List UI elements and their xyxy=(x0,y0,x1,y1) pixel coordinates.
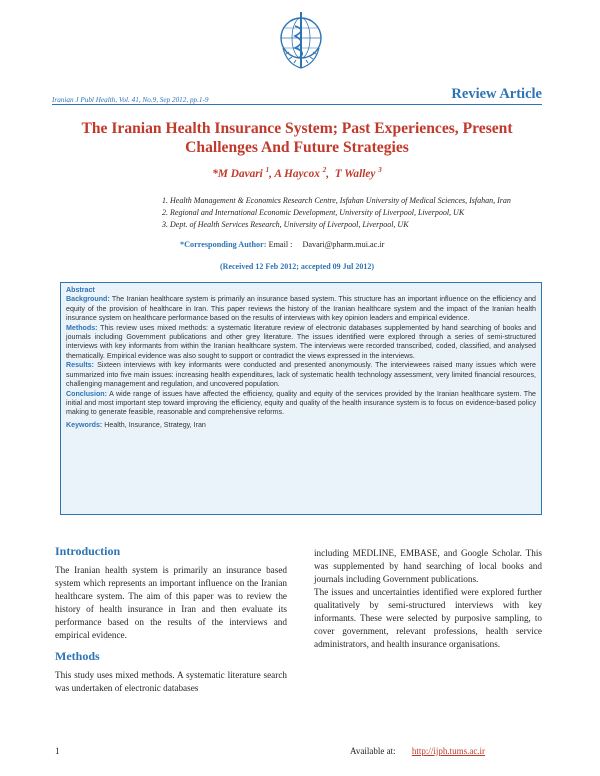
author-affiliation-number: 1 xyxy=(265,166,270,174)
abstract-background xyxy=(66,295,536,323)
corresponding-author-label: *Corresponding Author: xyxy=(180,240,267,249)
email-address[interactable]: Davari@pharm.mui.ac.ir xyxy=(302,240,385,249)
abstract-conclusion xyxy=(66,390,536,418)
methods-body-text: This study uses mixed methods. A systematic literature search was undertaken of electronic databases xyxy=(55,670,287,693)
introduction-text: The Iranian health system is primarily an insurance based system which represents an important influence on the Iranian healthcare system. The aim of this paper was to review the history of health insurance in Iran and then evaluate its performance based on the results of the interviews and empirical evidence. xyxy=(55,565,287,640)
author-name: *M Davari xyxy=(212,167,263,180)
abstract-methods xyxy=(66,324,536,361)
author-affiliation-number: 3 xyxy=(378,166,382,174)
abstract-results xyxy=(66,361,536,389)
abstract-heading: Abstract xyxy=(66,286,95,294)
journal-citation: Iranian J Publ Health, Vol. 41, No.9, Sep 2012, pp.1-9 xyxy=(52,96,209,104)
page-number: 1 xyxy=(55,746,60,756)
background-text: The Iranian healthcare system is primarily an insurance based system. This structure has an important influence on the efficiency and equity of the provision of healthcare in Iran. This paper reviews the history of the Iranian healthcare system and the impact of the Iranian health insurance system on healthcare performance based on the results of interviews with key opinion leaders and empirical evidence. xyxy=(66,295,536,322)
affiliation-3: 3. Dept. of Health Services Research, University of Liverpool, Liverpool, UK xyxy=(162,220,409,229)
affiliation-2: 2. Regional and International Economic Development, University of Liverpool, Liverpool, UK xyxy=(162,208,465,217)
interviews-text: The issues and uncertainties identified were explored further qualitatively by semi-structured interviews with key informants. These were selected by purposive sampling, to cover government, relevant professions, health service administrators, and health insurance organisations. xyxy=(314,587,542,649)
results-text: Sixteen interviews with key informants were conducted and presented anonymously. The interviewees raised many issues which were summarized into five main issues: increasing health expenditures, lack of systematic health technology assessment, very limited financial resources, challenging management and regulation, and uncovered population. xyxy=(66,361,536,388)
corresponding-author xyxy=(180,240,384,249)
background-label: Background: xyxy=(66,295,110,304)
header-divider xyxy=(52,104,542,105)
results-label: Results: xyxy=(66,361,94,370)
paper-title-line-2: Challenges And Future Strategies xyxy=(185,139,409,156)
abstract-box xyxy=(60,282,542,515)
available-label: Available at: xyxy=(350,746,396,756)
journal-url-link[interactable]: http://ijph.tums.ac.ir xyxy=(411,746,486,756)
methods-label: Methods: xyxy=(66,323,98,332)
author-name: A Haycox xyxy=(274,167,320,180)
conclusion-text: A wide range of issues have affected the efficiency, quality and equity of the services provided by the Iranian healthcare system. The initial and most important step toward improving the efficiency, equity and quality of the health insurance system is to focus on evidence-based policy making to generate feasible, reasonable and comprehensive reforms. xyxy=(66,389,536,417)
email-label: Email : xyxy=(268,240,293,249)
body-column-right xyxy=(314,547,542,651)
paper-title xyxy=(52,119,542,157)
article-type-label: Review Article xyxy=(451,86,542,102)
introduction-heading: Introduction xyxy=(55,544,121,558)
body-column-left xyxy=(55,545,287,695)
author-affiliation-number: 2 xyxy=(322,166,327,174)
methods-continuation-text: including MEDLINE, EMBASE, and Google Scholar. This was supplemented by hand searching of local books and journals including Government publications. xyxy=(314,548,542,584)
keywords-text: Health, Insurance, Strategy, Iran xyxy=(104,420,206,429)
author-list: *M Davari $^1$, A Haycox $^2$, T Walley $^3$ xyxy=(212,166,382,180)
methods-heading: Methods xyxy=(55,649,100,663)
who-emblem-icon xyxy=(279,8,323,74)
keywords xyxy=(66,421,536,430)
methods-text: This review uses mixed methods: a systematic literature review of electronic databases supplemented by hand searching of books and journals including Government publications and other grey literature. The issues identified were explored through a series of semi-structured interviews with key informants from within the Iranian healthcare system. The interviews were recorded transcribed, coded, classified, and analysed thematically. Empirical evidence was also sought to support or contradict the views expressed in the interviews. xyxy=(66,323,537,360)
paper-title-line-1: The Iranian Health Insurance System; Past Experiences, Present xyxy=(81,120,513,137)
keywords-label: Keywords: xyxy=(66,420,103,429)
who-emblem-logo xyxy=(279,8,323,74)
affiliation-1: 1. Health Management & Economics Research Centre, Isfahan University of Medical Sciences, Isfahan, Iran xyxy=(162,196,511,205)
author-name: T Walley xyxy=(334,167,376,180)
conclusion-label: Conclusion: xyxy=(66,389,107,398)
availability-line xyxy=(350,746,485,756)
received-dates: (Received 12 Feb 2012; accepted 09 Jul 2012) xyxy=(220,262,374,271)
